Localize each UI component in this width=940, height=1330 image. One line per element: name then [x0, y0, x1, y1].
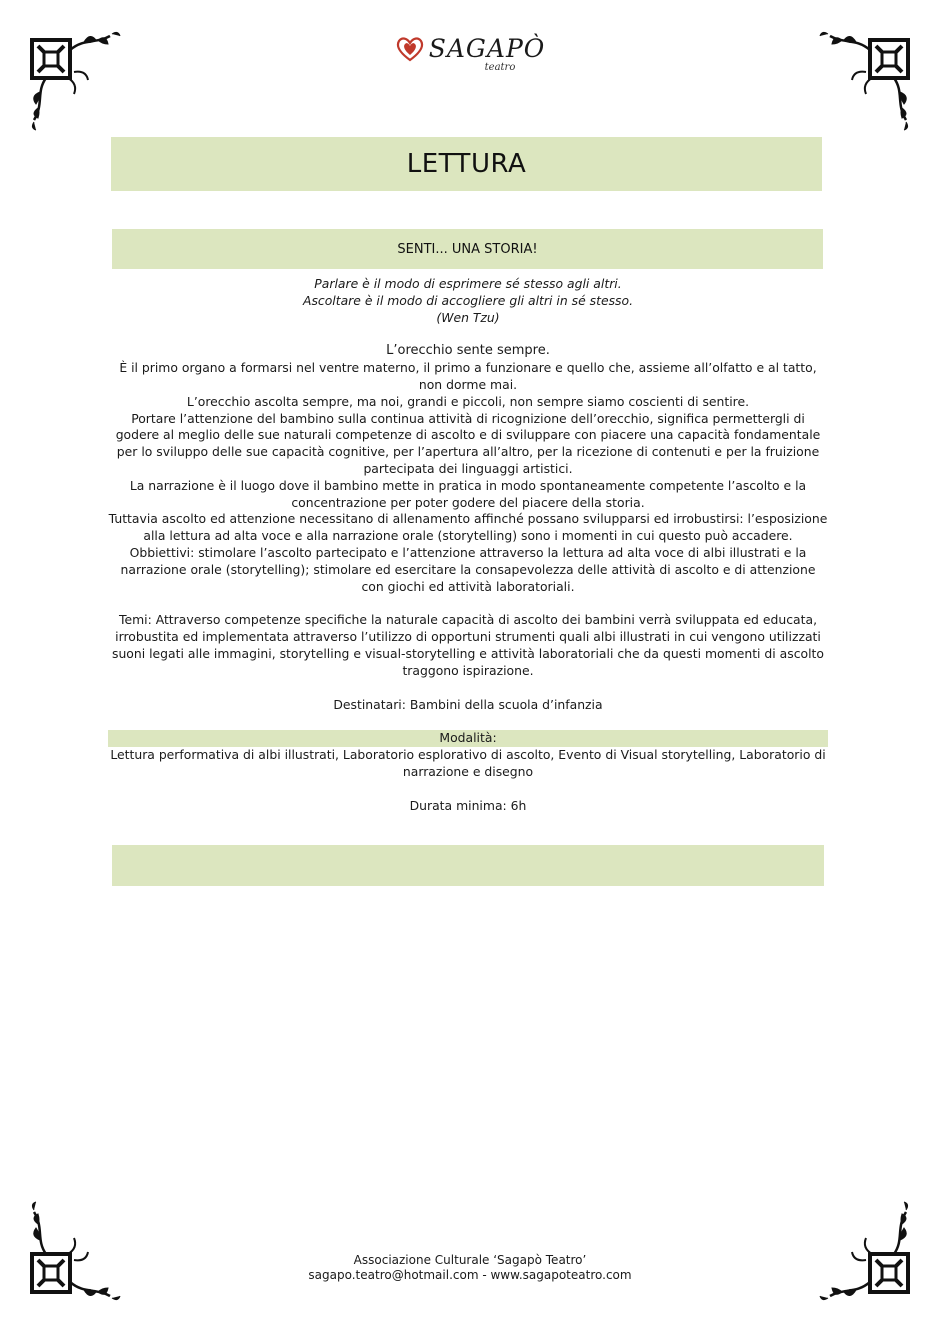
logo — [0, 34, 940, 73]
footer-association: Associazione Culturale ‘Sagapò Teatro’ — [353, 1253, 587, 1267]
logo-subtitle: teatro — [484, 61, 516, 73]
quote-line-1: Parlare è il modo di esprimere sé stesso agli altri. — [314, 276, 622, 291]
heart-logo-icon — [395, 36, 425, 62]
title-band — [111, 137, 822, 191]
paragraph: È il primo organo a formarsi nel ventre materno, il primo a funzionare e quello che, assieme all’olfatto e al tatto, non dorme mai. — [119, 360, 817, 392]
empty-band — [112, 845, 824, 886]
paragraph: Tuttavia ascolto ed attenzione necessitano di allenamento affinché possano svilupparsi ed irrobustirsi: l’esposizione alla lettura ad alta voce e alla narrazione orale (storytelling) sono i momenti in cui questo può accadere. — [108, 511, 828, 544]
main-content — [108, 276, 828, 815]
page-title: LETTURA — [406, 149, 527, 179]
lead-sentence: L’orecchio sente sempre. — [386, 343, 550, 359]
target-audience: Destinatari: Bambini della scuola d’infanzia — [333, 696, 603, 712]
page-subtitle: SENTI... UNA STORIA! — [397, 241, 538, 257]
modality-heading: Modalità: — [108, 730, 828, 747]
themes-paragraph: Temi: Attraverso competenze specifiche la naturale capacità di ascolto dei bambini verrà sviluppata ed educata, irrobustita ed implementata attraverso l’utilizzo di opportuni strumenti quali albi illustrati in cui vengono utilizzati suoni legati alle immagini, storytelling e visual-storytelling e attività laboratoriali che da questi momenti di ascolto traggono ispirazione. — [111, 612, 824, 678]
logo-name: SAGAPÒ — [428, 34, 546, 63]
objectives-paragraph: Obbiettivi: stimolare l’ascolto partecipato e l’attenzione attraverso la lettura ad alta voce di albi illustrati e la narrazione orale (storytelling); stimolare ed esercitare la consapevolezza delle attività di ascolto e di attenzione con giochi ed attività laboratoriali. — [120, 544, 816, 594]
paragraph: Portare l’attenzione del bambino sulla continua attività di ricognizione dell’orecchio, significa permettergli di godere al meglio delle sue naturali competenze di ascolto e di sviluppare con piacere una capacità fondamentale per lo sviluppo delle sue capacità cognitive, per l’apertura all’altro, per la ricezione di contenuti e per la fruizione partecipata dei linguaggi artistici. — [115, 410, 821, 476]
subtitle-band — [112, 229, 823, 269]
footer — [0, 1253, 940, 1283]
modality-text: Lettura performativa di albi illustrati, Laboratorio esplorativo di ascolto, Evento di Visual storytelling, Laboratorio di narrazione e disegno — [110, 747, 826, 779]
footer-contacts: sagapo.teatro@hotmail.com - www.sagapoteatro.com — [308, 1268, 632, 1282]
paragraph: L’orecchio ascolta sempre, ma noi, grandi e piccoli, non sempre siamo coscienti di sentire. — [186, 393, 750, 409]
paragraph: La narrazione è il luogo dove il bambino mette in pratica in modo spontaneamente competente l’ascolto e la concentrazione per poter godere del piacere della storia. — [129, 477, 807, 510]
quote-author: (Wen Tzu) — [436, 309, 500, 325]
minimum-duration: Durata minima: 6h — [409, 797, 527, 813]
corner-ornament-icon — [806, 1194, 916, 1304]
quote-line-2: Ascoltare è il modo di accogliere gli altri in sé stesso. — [302, 292, 634, 308]
corner-ornament-icon — [24, 1194, 134, 1304]
